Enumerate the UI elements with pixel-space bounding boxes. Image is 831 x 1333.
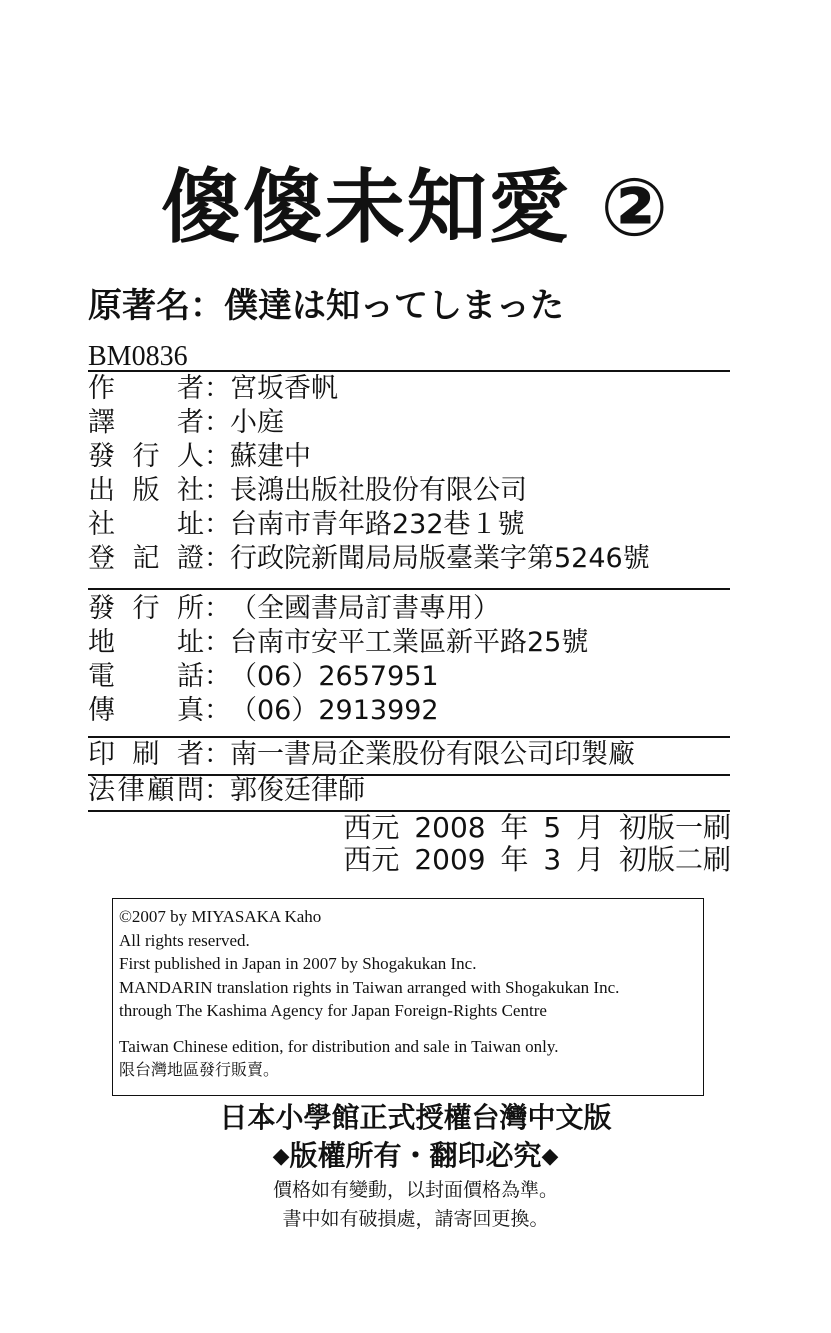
book-code: BM0836 <box>88 341 188 372</box>
copyright-box <box>112 898 704 1096</box>
legal-block <box>88 774 730 808</box>
credit-value: 行政院新聞局局版臺業字第5246號 <box>230 543 650 574</box>
credit-label: 社 址 <box>88 509 204 540</box>
taiwan-edition-line: Taiwan Chinese edition, for distribution and sale in Taiwan only. <box>119 1036 559 1056</box>
distribution-label: 地 址 <box>88 627 204 658</box>
distribution-row-phone: 電 話 ： （06）2657951 <box>88 661 439 692</box>
credit-label: 譯 者 <box>88 407 204 438</box>
distribution-value: （06）2657951 <box>230 661 439 692</box>
edition-second: 西元 2009 年 3 月 初版二刷 <box>343 843 731 876</box>
copyright-line: First published in Japan in 2007 by Shogakukan Inc. <box>119 954 477 973</box>
distribution-label: 發 行 所 <box>88 593 204 624</box>
copyright-line: ©2007 by MIYASAKA Kaho <box>119 907 322 926</box>
credit-label: 出 版 社 <box>88 475 204 506</box>
diamond-icon: ◆ <box>272 1144 290 1169</box>
printer-value: 南一書局企業股份有限公司印製廠 <box>230 739 635 770</box>
copyright-line: MANDARIN translation rights in Taiwan arranged with Shogakukan Inc. <box>119 977 620 997</box>
credit-value: 台南市青年路232巷１號 <box>230 509 525 540</box>
book-title: 傻傻未知愛 ② <box>160 161 671 254</box>
printer-block <box>88 738 730 772</box>
distribution-block <box>88 592 730 728</box>
legal-label: 法 律 顧 問 <box>88 775 204 806</box>
credit-row-registration: 登 記 證 ： 行政院新聞局局版臺業字第5246號 <box>88 543 650 574</box>
distribution-label: 傳 真 <box>88 695 204 726</box>
credit-row-translator: 譯 者 ： 小庭 <box>88 407 284 438</box>
credit-row-publisher-person: 發 行 人 ： 蘇建中 <box>88 441 311 472</box>
license-statement: 日本小學館正式授權台灣中文版 <box>219 1101 612 1134</box>
credit-label: 作 者 <box>88 373 204 404</box>
credit-row-address: 社 址 ： 台南市青年路232巷１號 <box>88 509 525 540</box>
credit-row-author: 作 者 ： 宮坂香帆 <box>88 373 338 404</box>
credit-value: 蘇建中 <box>230 441 311 472</box>
credit-row-publisher: 出 版 社 ： 長鴻出版社股份有限公司 <box>88 475 527 506</box>
distribution-value: （06）2913992 <box>230 695 439 726</box>
printer-row: 印 刷 者 ： 南一書局企業股份有限公司印製廠 <box>88 739 635 770</box>
distribution-row-fax: 傳 真 ： （06）2913992 <box>88 695 439 726</box>
edition-first: 西元 2008 年 5 月 初版一刷 <box>343 811 731 844</box>
distribution-value: 台南市安平工業區新平路25號 <box>230 627 589 658</box>
credits-block <box>88 372 730 576</box>
distribution-label: 電 話 <box>88 661 204 692</box>
rights-line <box>0 1138 831 1175</box>
copyright-line: through The Kashima Agency for Japan Foreign-Rights Centre <box>119 1001 547 1020</box>
copyright-line: All rights reserved. <box>119 930 250 950</box>
legal-row: 法 律 顧 問 ： 郭俊廷律師 <box>88 775 365 806</box>
credit-value: 長鴻出版社股份有限公司 <box>230 475 527 506</box>
original-title: 原著名：僕達は知ってしまった <box>88 286 564 326</box>
distribution-value: （全國書局訂書專用） <box>230 593 500 624</box>
credit-label: 發 行 人 <box>88 441 204 472</box>
credit-value: 宮坂香帆 <box>230 373 338 404</box>
rights-statement: 版權所有・翻印必究 <box>289 1139 542 1172</box>
printer-label: 印 刷 者 <box>88 739 204 770</box>
distribution-row-address: 地 址 ： 台南市安平工業區新平路25號 <box>88 627 589 658</box>
credit-value: 小庭 <box>230 407 284 438</box>
price-note: 價格如有變動，以封面價格為準。 <box>272 1179 558 1201</box>
distribution-row-distributor: 發 行 所 ： （全國書局訂書專用） <box>88 593 500 624</box>
credit-label: 登 記 證 <box>88 543 204 574</box>
taiwan-only-line: 限台灣地區發行販賣。 <box>119 1060 280 1079</box>
edition-dates <box>343 812 731 876</box>
damage-note: 書中如有破損處，請寄回更換。 <box>282 1208 549 1230</box>
legal-value: 郭俊廷律師 <box>230 775 365 806</box>
divider-middle <box>88 588 730 590</box>
diamond-icon: ◆ <box>541 1144 559 1169</box>
